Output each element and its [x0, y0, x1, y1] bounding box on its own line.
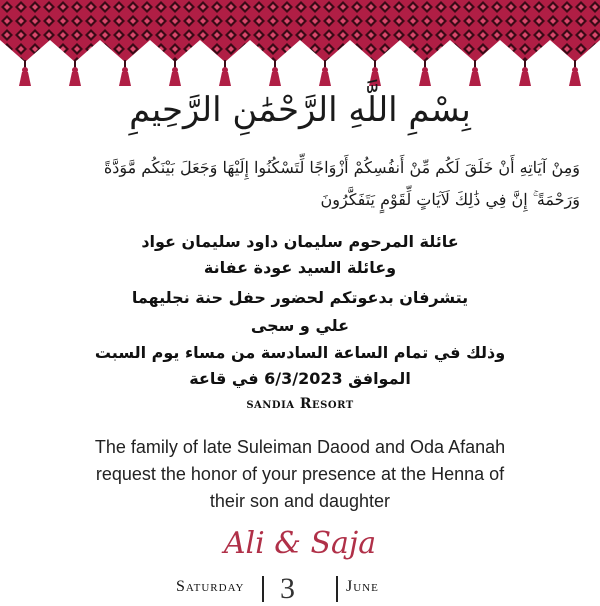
tassel-icon: [19, 60, 31, 86]
tassel-icon: [519, 60, 531, 86]
tassel-icon: [469, 60, 481, 86]
quran-verse-line-1: وَمِنْ آيَاتِهِ أَنْ خَلَقَ لَكُم مِّنْ أَنفُسِكُمْ أَزْوَاجًا لِّتَسْكُنُوا إِلَيْهَا وَجَعَلَ بَيْنَكُم مَّوَدَّةً: [103, 158, 580, 177]
arabic-date-line: الموافق 6/3/2023 في قاعة: [189, 369, 411, 388]
tassel-icon: [569, 60, 581, 86]
arabic-invitation-line: يتشرفان بدعوتكم لحضور حفل حنة نجليهما: [131, 288, 469, 307]
basmala-calligraphy: بِسْمِ اللَّهِ الرَّحْمَٰنِ الرَّحِيمِ: [129, 90, 471, 130]
tassel-icon: [69, 60, 81, 86]
date-divider-right: [336, 576, 338, 602]
date-number: 3: [280, 572, 295, 605]
tassel-icon: [269, 60, 281, 86]
date-month: June: [346, 578, 379, 595]
english-line-1: The family of late Suleiman Daood and Oda Afanah: [94, 437, 506, 457]
arabic-couple-names: علي و سجى: [250, 316, 350, 335]
venue-name: sandia Resort: [246, 396, 354, 412]
tassel-icon: [119, 60, 131, 86]
arabic-time-line: وذلك في تمام الساعة السادسة من مساء يوم السبت: [94, 343, 506, 362]
arabic-family-line-2: وعائلة السيد عودة عفانة: [203, 258, 397, 277]
embroidery-band: [0, 0, 600, 62]
tassel-icon: [169, 60, 181, 86]
arabic-family-line-1: عائلة المرحوم سليمان داود سليمان عواد: [141, 232, 459, 251]
date-row: [0, 572, 600, 605]
couple-names-script: Ali & Saja: [223, 526, 377, 561]
tassel-icon: [419, 60, 431, 86]
tassel-icon: [319, 60, 331, 86]
date-day: Saturday: [176, 578, 245, 595]
date-divider-left: [262, 576, 264, 602]
quran-verse-line-2: وَرَحْمَةً ۚ إِنَّ فِي ذَٰلِكَ لَآيَاتٍ لِّقَوْمٍ يَتَفَكَّرُونَ: [320, 190, 580, 209]
tassel-row: [19, 60, 581, 86]
tassel-icon: [369, 60, 381, 86]
embroidery-border: [0, 0, 600, 90]
tassel-icon: [219, 60, 231, 86]
english-line-3: their son and daughter: [209, 491, 391, 511]
english-line-2: request the honor of your presence at the Henna of: [95, 464, 505, 484]
